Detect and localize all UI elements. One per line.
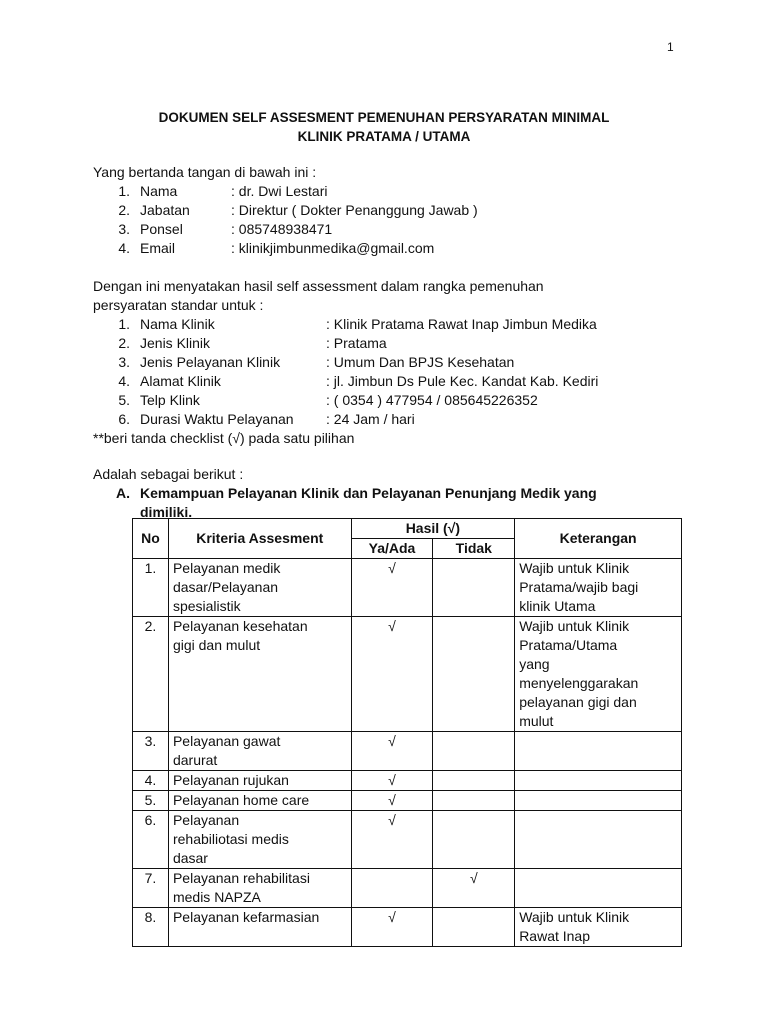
item-label: Nama Klinik xyxy=(140,316,215,332)
criteria-cell xyxy=(168,869,351,908)
cell-line: spesialistik xyxy=(172,598,241,614)
criteria-cell xyxy=(168,811,351,869)
item-label: Email xyxy=(140,240,176,256)
yes-check-cell: √ xyxy=(351,791,433,811)
cell-line: Pelayanan rujukan xyxy=(172,772,289,788)
item-value: : jl. Jimbun Ds Pule Kec. Kandat Kab. Kediri xyxy=(326,373,599,389)
yes-check-cell: √ xyxy=(351,811,433,869)
item-value: : Direktur ( Dokter Penanggung Jawab ) xyxy=(231,202,478,218)
header-notes: Keterangan xyxy=(515,519,682,559)
cell-line: klinik Utama xyxy=(519,598,596,614)
header-no-result: Tidak xyxy=(433,539,515,559)
item-number: 1. xyxy=(118,316,130,332)
no-check-cell xyxy=(433,771,515,791)
notes-cell xyxy=(515,908,682,947)
cell-line: mulut xyxy=(519,713,554,729)
row-number: 3. xyxy=(133,732,169,771)
row-number: 6. xyxy=(133,811,169,869)
no-check-cell xyxy=(433,811,515,869)
cell-line: pelayanan gigi dan xyxy=(519,694,637,710)
notes-cell xyxy=(515,869,682,908)
header-no: No xyxy=(133,519,169,559)
cell-line: medis NAPZA xyxy=(172,889,261,905)
table-row xyxy=(133,732,682,771)
cell-line: Pelayanan home care xyxy=(172,792,310,808)
criteria-cell xyxy=(168,908,351,947)
signer-intro: Yang bertanda tangan di bawah ini : xyxy=(93,164,317,180)
table-row xyxy=(133,908,682,947)
item-value: : Pratama xyxy=(326,335,387,351)
section-intro: Adalah sebagai berikut : xyxy=(93,466,244,482)
item-number: 4. xyxy=(118,240,130,256)
section-heading-line-1: Kemampuan Pelayanan Klinik dan Pelayanan Penunjang Medik yang xyxy=(140,485,597,501)
yes-check-cell: √ xyxy=(351,771,433,791)
document-title-line-2: KLINIK PRATAMA / UTAMA xyxy=(297,129,471,144)
item-label: Alamat Klinik xyxy=(140,373,221,389)
criteria-cell xyxy=(168,771,351,791)
table-row xyxy=(133,791,682,811)
row-number: 7. xyxy=(133,869,169,908)
cell-line: darurat xyxy=(172,752,218,768)
checklist-note: **beri tanda checklist (√) pada satu pilihan xyxy=(93,430,355,446)
item-number: 2. xyxy=(118,202,130,218)
cell-line: Pelayanan xyxy=(172,812,240,828)
header-yes: Ya/Ada xyxy=(351,539,433,559)
statement-line-2: persyaratan standar untuk : xyxy=(93,297,264,313)
cell-line: Pratama/wajib bagi xyxy=(519,579,639,595)
notes-cell xyxy=(515,771,682,791)
no-check-cell xyxy=(433,732,515,771)
item-label: Ponsel xyxy=(140,221,183,237)
row-number: 2. xyxy=(133,617,169,732)
cell-line: Wajib untuk Klinik xyxy=(519,560,630,576)
notes-cell xyxy=(515,791,682,811)
notes-cell xyxy=(515,732,682,771)
row-number: 5. xyxy=(133,791,169,811)
cell-line: Pelayanan rehabilitasi xyxy=(172,870,310,886)
criteria-cell xyxy=(168,559,351,617)
item-value: : Klinik Pratama Rawat Inap Jimbun Medika xyxy=(326,316,597,332)
cell-line: Pelayanan gawat xyxy=(172,733,281,749)
assessment-table xyxy=(132,518,682,947)
item-label: Jenis Pelayanan Klinik xyxy=(140,354,281,370)
notes-cell xyxy=(515,617,682,732)
cell-line: Pratama/Utama xyxy=(519,637,618,653)
statement-line-1: Dengan ini menyatakan hasil self assessment dalam rangka pemenuhan xyxy=(93,278,544,294)
item-number: 3. xyxy=(118,354,130,370)
table-row xyxy=(133,869,682,908)
cell-line: dasar xyxy=(172,850,208,866)
page-number: 1 xyxy=(667,40,674,54)
document-title-line-1: DOKUMEN SELF ASSESMENT PEMENUHAN PERSYARATAN MINIMAL xyxy=(158,110,610,125)
table-body xyxy=(133,559,682,947)
cell-line: menyelenggarakan xyxy=(519,675,639,691)
cell-line: Pelayanan kesehatan xyxy=(172,618,308,634)
no-check-cell xyxy=(433,908,515,947)
item-label: Telp Klink xyxy=(140,392,200,408)
yes-check-cell: √ xyxy=(351,617,433,732)
item-label: Jabatan xyxy=(140,202,190,218)
header-result: Hasil (√) xyxy=(351,519,515,539)
item-number: 6. xyxy=(118,411,130,427)
no-check-cell: √ xyxy=(433,869,515,908)
item-value: : ( 0354 ) 477954 / 085645226352 xyxy=(326,392,538,408)
row-number: 4. xyxy=(133,771,169,791)
table-row xyxy=(133,771,682,791)
notes-cell xyxy=(515,811,682,869)
criteria-cell xyxy=(168,791,351,811)
item-value: : Umum Dan BPJS Kesehatan xyxy=(326,354,515,370)
item-value: : dr. Dwi Lestari xyxy=(231,183,328,199)
item-number: 4. xyxy=(118,373,130,389)
notes-cell xyxy=(515,559,682,617)
criteria-cell xyxy=(168,732,351,771)
row-number: 8. xyxy=(133,908,169,947)
no-check-cell xyxy=(433,791,515,811)
table-row xyxy=(133,559,682,617)
no-check-cell xyxy=(433,617,515,732)
criteria-cell xyxy=(168,617,351,732)
item-number: 3. xyxy=(118,221,130,237)
item-number: 5. xyxy=(118,392,130,408)
cell-line: Wajib untuk Klinik xyxy=(519,909,630,925)
cell-line: Pelayanan kefarmasian xyxy=(172,909,320,925)
yes-check-cell: √ xyxy=(351,732,433,771)
table-row xyxy=(133,811,682,869)
item-number: 2. xyxy=(118,335,130,351)
header-criteria: Kriteria Assesment xyxy=(168,519,351,559)
item-label: Jenis Klinik xyxy=(140,335,211,351)
cell-line: gigi dan mulut xyxy=(172,637,261,653)
section-letter: A. xyxy=(116,485,130,501)
table-row xyxy=(133,617,682,732)
row-number: 1. xyxy=(133,559,169,617)
no-check-cell xyxy=(433,559,515,617)
cell-line: rehabiliotasi medis xyxy=(172,831,289,847)
yes-check-cell: √ xyxy=(351,908,433,947)
item-number: 1. xyxy=(118,183,130,199)
yes-check-cell xyxy=(351,869,433,908)
item-value: : klinikjimbunmedika@gmail.com xyxy=(231,240,435,256)
cell-line: Pelayanan medik xyxy=(172,560,281,576)
item-value: : 24 Jam / hari xyxy=(326,411,415,427)
item-label: Durasi Waktu Pelayanan xyxy=(140,411,294,427)
cell-line: Rawat Inap xyxy=(519,928,591,944)
cell-line: Wajib untuk Klinik xyxy=(519,618,630,634)
item-value: : 085748938471 xyxy=(231,221,333,237)
item-label: Nama xyxy=(140,183,178,199)
section-heading-line-2: dimiliki. xyxy=(140,504,193,520)
cell-line: dasar/Pelayanan xyxy=(172,579,279,595)
yes-check-cell: √ xyxy=(351,559,433,617)
cell-line: yang xyxy=(519,656,550,672)
